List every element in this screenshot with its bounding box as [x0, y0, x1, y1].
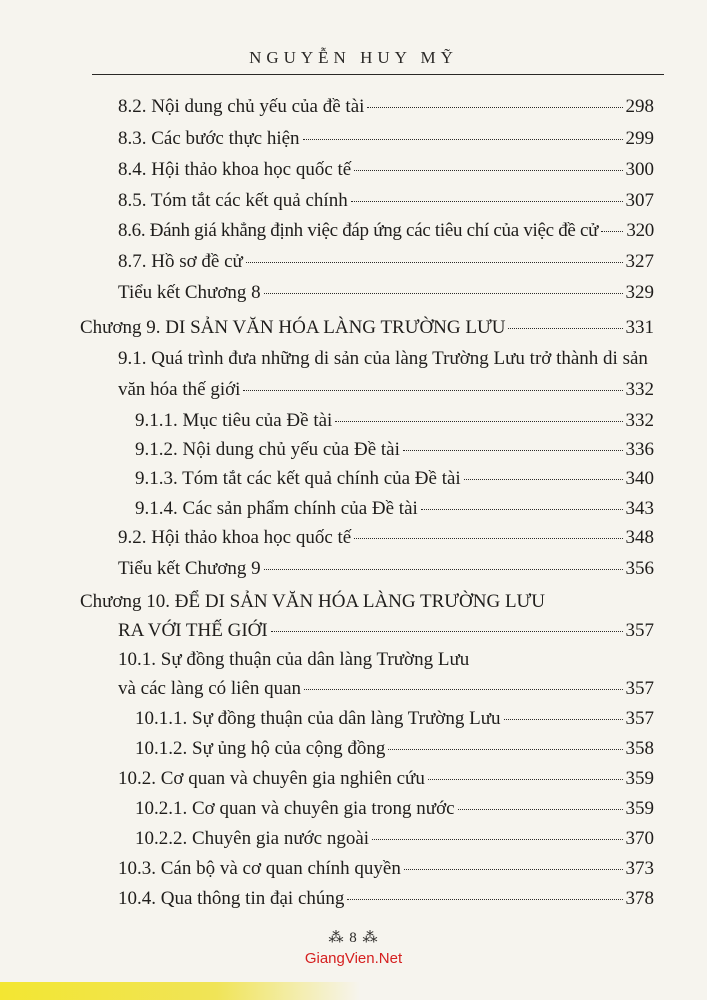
toc-page-number: 373 [625, 858, 654, 879]
dot-leader [271, 631, 623, 632]
toc-entry-label: 10.1. Sự đồng thuận của dân làng Trường Lưu [118, 649, 470, 670]
leaf-ornament-right-icon: ⁂ [357, 930, 379, 946]
dot-leader [421, 509, 623, 510]
toc-entry [135, 737, 654, 761]
running-header-author: NGUYỄN HUY MỸ [249, 48, 458, 67]
dot-leader [403, 450, 623, 451]
toc-entry [118, 677, 654, 701]
toc-entry [118, 95, 654, 119]
toc-entry [118, 857, 654, 881]
dot-leader [388, 749, 622, 750]
dot-leader [504, 719, 623, 720]
toc-page-number: 358 [625, 738, 654, 759]
dot-leader [264, 293, 623, 294]
toc-page-number: 357 [625, 620, 654, 641]
toc-page-number: 336 [625, 439, 654, 460]
toc-page-number: 332 [625, 379, 654, 400]
toc-entry-label: 8.6. Đánh giá khẳng định việc đáp ứng các tiêu chí của việc đề cử [118, 220, 599, 241]
toc-entry-label: Tiểu kết Chương 8 [118, 282, 261, 303]
toc-entry-label: 10.2.1. Cơ quan và chuyên gia trong nước [135, 798, 455, 819]
dot-leader [304, 689, 622, 690]
toc-chapter-label: Chương 10. ĐỂ DI SẢN VĂN HÓA LÀNG TRƯỜNG LƯU [80, 591, 546, 612]
toc-page-number: 378 [625, 888, 654, 909]
watermark-text[interactable]: GiangVien.Net [304, 950, 403, 967]
toc-entry-label: 10.4. Qua thông tin đại chúng [118, 888, 345, 909]
toc-entry [118, 250, 654, 274]
dot-leader [601, 231, 623, 232]
toc-entry [135, 797, 654, 821]
toc-page-number: 300 [625, 159, 654, 180]
toc-page-number: 307 [625, 190, 654, 211]
toc-entry [118, 127, 654, 151]
dot-leader [458, 809, 623, 810]
toc-entry [118, 557, 654, 581]
toc-entry-label: 9.1.4. Các sản phẩm chính của Đề tài [135, 498, 418, 519]
dot-leader [246, 262, 623, 263]
toc-entry [135, 827, 654, 851]
page-number-ornament [0, 928, 707, 947]
toc-entry [118, 767, 654, 791]
dot-leader [264, 569, 623, 570]
toc-page-number: 370 [625, 828, 654, 849]
toc-entry-label: 10.3. Cán bộ và cơ quan chính quyền [118, 858, 401, 879]
toc-chapter-entry [80, 316, 654, 340]
toc-entry [118, 887, 654, 911]
toc-entry [118, 219, 654, 243]
toc-entry [135, 707, 654, 731]
toc-entry [118, 158, 654, 182]
toc-entry-label: Tiểu kết Chương 9 [118, 558, 261, 579]
toc-entry-label: văn hóa thế giới [118, 379, 241, 400]
dot-leader [335, 421, 622, 422]
toc-page-number: 331 [625, 317, 654, 338]
yellow-paper-strip [0, 982, 360, 1000]
dot-leader [404, 869, 623, 870]
dot-leader [428, 779, 623, 780]
toc-entry-label: 8.5. Tóm tắt các kết quả chính [118, 190, 348, 211]
toc-page-number: 298 [625, 96, 654, 117]
leaf-ornament-left-icon: ⁂ [328, 930, 350, 946]
dot-leader [367, 107, 622, 108]
toc-entry [135, 409, 654, 433]
toc-entry-label: Chương 9. DI SẢN VĂN HÓA LÀNG TRƯỜNG LƯU [80, 317, 506, 338]
toc-entry [118, 281, 654, 305]
toc-page-number: 357 [625, 708, 654, 729]
dot-leader [464, 479, 623, 480]
toc-page-number: 332 [625, 410, 654, 431]
toc-page-number: 299 [625, 128, 654, 149]
toc-page-number: 340 [625, 468, 654, 489]
toc-entry-label: 10.1.2. Sự ủng hộ của cộng đồng [135, 738, 386, 759]
dot-leader [354, 170, 622, 171]
toc-entry-label: 9.1.1. Mục tiêu của Đề tài [135, 410, 333, 431]
toc-entry-label: 9.2. Hội thảo khoa học quốc tế [118, 527, 352, 548]
dot-leader [347, 899, 622, 900]
toc-entry-label: RA VỚI THẾ GIỚI [118, 620, 268, 641]
toc-page-number: 356 [625, 558, 654, 579]
toc-entry-label: 10.2. Cơ quan và chuyên gia nghiên cứu [118, 768, 425, 789]
page-number: 8 [349, 930, 358, 946]
dot-leader [508, 328, 622, 329]
toc-page-number: 359 [625, 798, 654, 819]
toc-page-number: 348 [625, 527, 654, 548]
toc-page-number: 320 [626, 220, 654, 241]
dot-leader [372, 839, 622, 840]
toc-entry [135, 497, 654, 521]
toc-chapter-entry [118, 619, 654, 643]
toc-entry [118, 526, 654, 550]
toc-entry-label: 8.2. Nội dung chủ yếu của đề tài [118, 96, 365, 117]
dot-leader [243, 390, 622, 391]
toc-entry [135, 438, 654, 462]
toc-entry [135, 467, 654, 491]
toc-page-number: 343 [625, 498, 654, 519]
toc-entry-label: 10.2.2. Chuyên gia nước ngoài [135, 828, 370, 849]
toc-entry-label: 8.3. Các bước thực hiện [118, 128, 300, 149]
dot-leader [351, 201, 623, 202]
toc-page-number: 359 [625, 768, 654, 789]
toc-entry-label: 8.4. Hội thảo khoa học quốc tế [118, 159, 352, 180]
toc-page-number: 327 [625, 251, 654, 272]
dot-leader [303, 139, 623, 140]
toc-entry-label: 9.1. Quá trình đưa những di sản của làng Trường Lưu trở thành di sản [118, 348, 648, 369]
toc-entry [118, 378, 654, 402]
toc-entry-label: 9.1.3. Tóm tắt các kết quả chính của Đề tài [135, 468, 461, 489]
toc-page-number: 329 [625, 282, 654, 303]
toc-page-number: 357 [625, 678, 654, 699]
toc-entry [118, 189, 654, 213]
toc-entry-label: 8.7. Hồ sơ đề cử [118, 251, 243, 272]
toc-entry-label: 10.1.1. Sự đồng thuận của dân làng Trường Lưu [135, 708, 501, 729]
dot-leader [354, 538, 622, 539]
toc-entry-label: và các làng có liên quan [118, 678, 302, 699]
toc-entry-label: 9.1.2. Nội dung chủ yếu của Đề tài [135, 439, 400, 460]
